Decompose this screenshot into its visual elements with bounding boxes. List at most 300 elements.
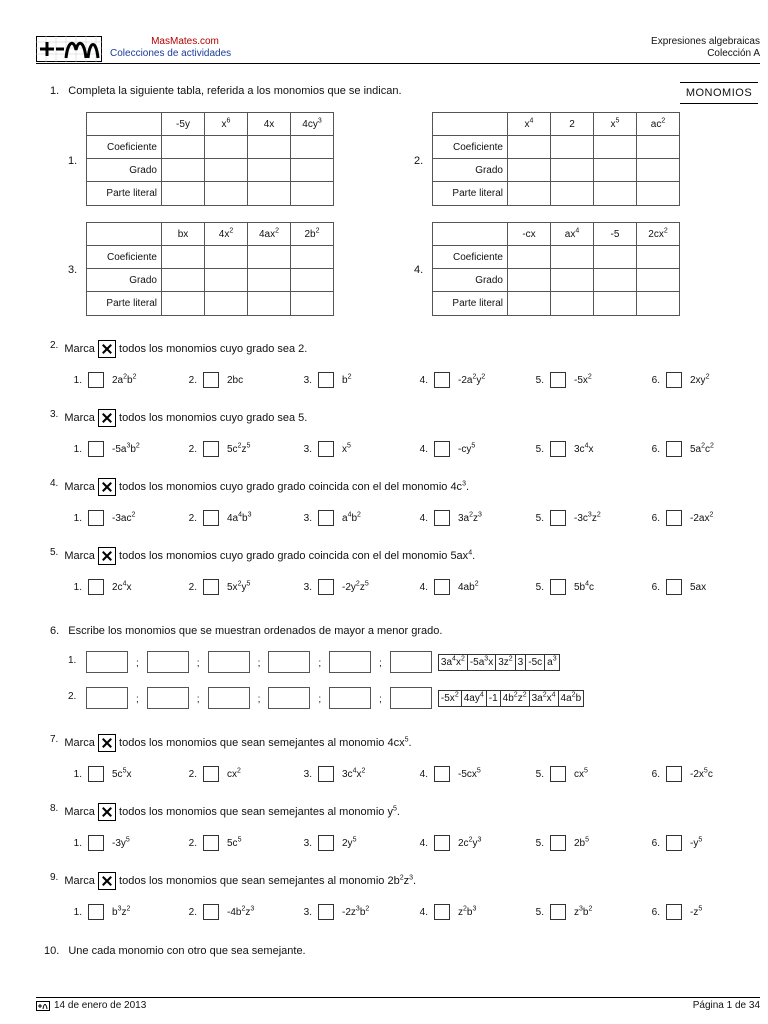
footer-logo-icon [36, 1001, 50, 1011]
question-number: 1. [50, 85, 60, 97]
answer-blank[interactable] [86, 651, 128, 673]
option-monomial: $3c^4x^2$ [342, 767, 366, 780]
option-number: 2. [188, 512, 197, 524]
table-input-cell[interactable] [291, 269, 334, 292]
option-number: 6. [651, 906, 660, 918]
table-input-cell[interactable] [551, 246, 594, 269]
table-row-label: Grado [433, 269, 508, 292]
question-10 [44, 945, 306, 957]
question-4 [50, 478, 469, 496]
option-number: 3. [303, 581, 312, 593]
option-checkbox[interactable] [434, 372, 450, 388]
question-text: todos los monomios cuyo grado grado coincida con el del monomio $5ax^4$. [119, 549, 476, 562]
option-monomial: $-5a^3b^2$ [112, 442, 140, 455]
header-divider [36, 63, 760, 64]
option-item [183, 510, 252, 526]
answer-blank[interactable] [147, 687, 189, 709]
table-input-cell[interactable] [205, 269, 248, 292]
footer-date: 14 de enero de 2013 [54, 1000, 147, 1011]
option-number: 3. [303, 512, 312, 524]
table-header-monomial: -5 [594, 223, 637, 246]
option-number: 5. [535, 906, 544, 918]
table-input-cell[interactable] [551, 292, 594, 316]
x-mark-icon [98, 340, 116, 358]
option-number: 2. [188, 443, 197, 455]
option-item [646, 835, 702, 851]
answer-blank[interactable] [268, 651, 310, 673]
option-item [530, 904, 592, 920]
answer-blank[interactable] [390, 687, 432, 709]
option-number: 1. [73, 443, 82, 455]
question-5 [50, 547, 475, 565]
option-checkbox[interactable] [550, 372, 566, 388]
option-number: 3. [303, 443, 312, 455]
table-input-cell[interactable] [205, 292, 248, 316]
option-monomial: $-2a^2y^2$ [458, 373, 486, 386]
option-number: 2. [188, 837, 197, 849]
answer-blank[interactable] [147, 651, 189, 673]
option-checkbox[interactable] [88, 579, 104, 595]
option-checkbox[interactable] [666, 904, 682, 920]
table-input-cell[interactable] [162, 159, 205, 182]
option-number: 6. [651, 374, 660, 386]
option-checkbox[interactable] [666, 510, 682, 526]
table-header-monomial: 2 [551, 113, 594, 136]
table-input-cell[interactable] [291, 159, 334, 182]
table-input-cell[interactable] [637, 159, 680, 182]
option-checkbox[interactable] [434, 766, 450, 782]
option-item [646, 766, 713, 782]
table-input-cell[interactable] [508, 159, 551, 182]
monomial-sequence [438, 654, 560, 671]
table-input-cell[interactable] [508, 246, 551, 269]
question-text: Escribe los monomios que se muestran ordenados de mayor a menor grado. [68, 625, 443, 637]
table-input-cell[interactable] [291, 136, 334, 159]
option-checkbox[interactable] [550, 441, 566, 457]
table-input-cell[interactable] [594, 292, 637, 316]
table-input-cell[interactable] [594, 269, 637, 292]
option-number: 6. [651, 768, 660, 780]
option-monomial: $5c^5x$ [112, 767, 132, 780]
x-mark-icon [98, 478, 116, 496]
option-number: 5. [535, 837, 544, 849]
option-item [68, 904, 130, 920]
mark-word: Marca [64, 411, 95, 424]
option-checkbox[interactable] [550, 904, 566, 920]
option-monomial: $-cy^5$ [458, 442, 476, 455]
table-input-cell[interactable] [508, 182, 551, 206]
option-checkbox[interactable] [203, 510, 219, 526]
table-input-cell[interactable] [205, 159, 248, 182]
table-header-monomial: $4ax^2$ [248, 223, 291, 246]
table-input-cell[interactable] [162, 292, 205, 316]
option-checkbox[interactable] [318, 510, 334, 526]
option-checkbox[interactable] [203, 835, 219, 851]
option-monomial: $2c^4x$ [112, 580, 132, 593]
site-subtitle[interactable]: Colecciones de actividades [110, 48, 232, 59]
option-item [183, 766, 241, 782]
option-checkbox[interactable] [203, 904, 219, 920]
option-monomial: $-2z^3b^2$ [342, 905, 370, 918]
question-2 [50, 340, 307, 358]
sequence-monomial: $4ay^4$ [462, 691, 487, 706]
option-item [646, 510, 713, 526]
table-row-label: Coeficiente [433, 246, 508, 269]
sequence-monomial: -1 [487, 691, 501, 706]
option-checkbox[interactable] [88, 835, 104, 851]
x-mark-icon [98, 872, 116, 890]
option-checkbox[interactable] [550, 766, 566, 782]
mark-word: Marca [64, 480, 95, 493]
option-monomial: $-3c^3z^2$ [574, 511, 601, 524]
question-number: 2. [50, 340, 59, 351]
option-checkbox[interactable] [88, 766, 104, 782]
option-item [646, 441, 714, 457]
table-input-cell[interactable] [205, 182, 248, 206]
monomial-table [432, 222, 680, 316]
monomial-table [86, 222, 334, 316]
question-8 [50, 803, 400, 821]
option-number: 6. [651, 512, 660, 524]
option-monomial: $5c^2z^5$ [227, 442, 251, 455]
separator: ; [136, 694, 139, 706]
table-row-label: Parte literal [433, 182, 508, 206]
monomial-sequence [438, 690, 584, 707]
option-monomial: $-2ax^2$ [690, 511, 714, 524]
option-number: 4. [419, 581, 428, 593]
option-number: 3. [303, 906, 312, 918]
option-number: 2. [188, 768, 197, 780]
option-number: 2. [188, 374, 197, 386]
monomial-table [432, 112, 680, 206]
answer-blank[interactable] [329, 687, 371, 709]
table-header-monomial: $2cx^2$ [637, 223, 680, 246]
option-checkbox[interactable] [666, 372, 682, 388]
ordering-row [86, 687, 584, 709]
table-input-cell[interactable] [248, 269, 291, 292]
sequence-monomial: $4a^2b$ [560, 691, 582, 704]
question-9 [50, 872, 416, 890]
option-monomial: $-2x^5c$ [690, 767, 713, 780]
option-checkbox[interactable] [550, 835, 566, 851]
table-header-monomial: $2b^2$ [291, 223, 334, 246]
table-input-cell[interactable] [551, 182, 594, 206]
question-number: 4. [50, 478, 59, 489]
option-number: 3. [303, 374, 312, 386]
option-item [414, 904, 476, 920]
option-number: 4. [419, 512, 428, 524]
question-text: todos los monomios cuyo grado sea 2. [119, 342, 308, 355]
answer-blank[interactable] [390, 651, 432, 673]
option-monomial: $-y^5$ [690, 836, 703, 849]
option-number: 1. [73, 906, 82, 918]
sequence-monomial: $3a^4x^2$ [439, 655, 468, 670]
option-monomial: $4ab^2$ [458, 580, 479, 593]
option-number: 1. [73, 768, 82, 780]
option-item [183, 904, 254, 920]
option-item [68, 372, 137, 388]
table-input-cell[interactable] [508, 292, 551, 316]
option-monomial: $2xy^2$ [690, 373, 710, 386]
table-input-cell[interactable] [508, 269, 551, 292]
option-checkbox[interactable] [318, 904, 334, 920]
option-monomial: $3a^2z^3$ [458, 511, 482, 524]
row-number: 2. [68, 691, 77, 702]
option-checkbox[interactable] [318, 372, 334, 388]
option-number: 1. [73, 581, 82, 593]
option-checkbox[interactable] [550, 579, 566, 595]
table-number: 2. [414, 155, 424, 167]
table-input-cell[interactable] [637, 246, 680, 269]
option-item [298, 372, 351, 388]
answer-blank[interactable] [208, 687, 250, 709]
option-item [183, 372, 243, 388]
option-checkbox[interactable] [666, 766, 682, 782]
collection-label: Colección A [707, 48, 760, 59]
table-input-cell[interactable] [291, 182, 334, 206]
table-row-label: Parte literal [87, 292, 162, 316]
option-checkbox[interactable] [88, 904, 104, 920]
option-checkbox[interactable] [434, 904, 450, 920]
option-item [414, 372, 485, 388]
option-checkbox[interactable] [434, 441, 450, 457]
option-number: 1. [73, 512, 82, 524]
option-checkbox[interactable] [318, 441, 334, 457]
option-item [298, 510, 361, 526]
table-input-cell[interactable] [637, 292, 680, 316]
option-number: 4. [419, 443, 428, 455]
table-row-label: Grado [87, 269, 162, 292]
sequence-monomial: $-5x^2$ [439, 691, 462, 706]
sequence-monomial: $-5a^3x$ [468, 655, 496, 670]
sequence-monomial: $3a^2x^4$ [530, 691, 559, 706]
option-item [414, 441, 475, 457]
table-row-label: Coeficiente [87, 136, 162, 159]
option-number: 4. [419, 906, 428, 918]
table-input-cell[interactable] [162, 182, 205, 206]
question-number: 8. [50, 803, 59, 814]
option-checkbox[interactable] [550, 510, 566, 526]
table-input-cell[interactable] [594, 159, 637, 182]
option-monomial: $a^4b^2$ [342, 511, 361, 524]
x-mark-icon [98, 803, 116, 821]
table-input-cell[interactable] [162, 269, 205, 292]
table-number: 3. [68, 264, 78, 276]
option-monomial: $-2y^2z^5$ [342, 580, 369, 593]
option-monomial: $z^2b^3$ [458, 905, 477, 918]
table-input-cell[interactable] [551, 136, 594, 159]
mark-word: Marca [64, 342, 95, 355]
masmates-logo [36, 36, 102, 62]
table-number: 1. [68, 155, 78, 167]
question-3 [50, 409, 307, 427]
table-input-cell[interactable] [291, 246, 334, 269]
option-item [183, 579, 250, 595]
option-number: 4. [419, 837, 428, 849]
option-number: 5. [535, 581, 544, 593]
option-checkbox[interactable] [666, 835, 682, 851]
table-input-cell[interactable] [637, 269, 680, 292]
option-checkbox[interactable] [434, 510, 450, 526]
table-header-monomial: -cx [508, 223, 551, 246]
option-number: 6. [651, 581, 660, 593]
table-input-cell[interactable] [594, 182, 637, 206]
option-checkbox[interactable] [666, 579, 682, 595]
option-number: 4. [419, 374, 428, 386]
option-item [414, 579, 479, 595]
option-item [68, 441, 140, 457]
answer-blank[interactable] [329, 651, 371, 673]
option-monomial: $2c^2y^3$ [458, 836, 482, 849]
table-input-cell[interactable] [594, 246, 637, 269]
option-checkbox[interactable] [88, 510, 104, 526]
option-item [530, 835, 589, 851]
table-header-monomial: 4x [248, 113, 291, 136]
option-checkbox[interactable] [203, 441, 219, 457]
option-item [183, 441, 250, 457]
table-corner [433, 223, 508, 246]
option-number: 2. [188, 906, 197, 918]
question-number: 6. [50, 625, 60, 637]
option-checkbox[interactable] [88, 441, 104, 457]
option-checkbox[interactable] [318, 579, 334, 595]
option-monomial: $cx^5$ [574, 767, 588, 780]
option-number: 2. [188, 581, 197, 593]
table-header-monomial: $x^6$ [205, 113, 248, 136]
sequence-monomial: -5c [526, 655, 545, 670]
option-item [530, 441, 593, 457]
table-input-cell[interactable] [205, 246, 248, 269]
sequence-monomial: $3z^2$ [496, 655, 515, 670]
mark-word: Marca [64, 805, 95, 818]
option-checkbox[interactable] [434, 835, 450, 851]
question-text: todos los monomios que sean semejantes al monomio $2b^2z^3$. [119, 874, 417, 887]
separator: ; [379, 658, 382, 670]
option-item [298, 904, 369, 920]
option-checkbox[interactable] [88, 372, 104, 388]
table-input-cell[interactable] [594, 136, 637, 159]
question-text: todos los monomios cuyo grado sea 5. [119, 411, 308, 424]
separator: ; [257, 694, 261, 706]
option-item [646, 904, 702, 920]
answer-blank[interactable] [208, 651, 250, 673]
option-checkbox[interactable] [666, 441, 682, 457]
question-number: 10. [44, 945, 60, 957]
option-item [414, 766, 481, 782]
question-6 [50, 625, 442, 637]
option-monomial: $5b^4c$ [574, 580, 595, 593]
option-monomial: $5c^5$ [227, 836, 242, 849]
table-input-cell[interactable] [551, 269, 594, 292]
table-input-cell[interactable] [551, 159, 594, 182]
table-header-monomial: $4x^2$ [205, 223, 248, 246]
row-number: 1. [68, 655, 77, 666]
table-input-cell[interactable] [291, 292, 334, 316]
table-number: 4. [414, 264, 424, 276]
sequence-monomial: $4b^2z^2$ [501, 691, 530, 706]
separator: ; [379, 694, 382, 706]
option-checkbox[interactable] [203, 766, 219, 782]
footer-divider [36, 997, 760, 998]
option-monomial: $-z^5$ [690, 905, 703, 918]
question-number: 9. [50, 872, 59, 883]
option-checkbox[interactable] [318, 766, 334, 782]
table-row-label: Coeficiente [433, 136, 508, 159]
x-mark-icon [98, 547, 116, 565]
table-input-cell[interactable] [248, 136, 291, 159]
option-monomial: $b^2$ [342, 373, 352, 386]
table-input-cell[interactable] [248, 159, 291, 182]
table-header-monomial: $x^5$ [594, 113, 637, 136]
table-header-monomial: $ax^4$ [551, 223, 594, 246]
option-monomial: $-4b^2z^3$ [227, 905, 255, 918]
option-item [68, 579, 131, 595]
table-header-monomial: $4cy^3$ [291, 113, 334, 136]
option-monomial: 2bc [227, 374, 244, 386]
option-monomial: $b^3z^2$ [112, 905, 131, 918]
table-corner [87, 113, 162, 136]
question-text: todos los monomios que sean semejantes al monomio $y^5$. [119, 805, 400, 818]
table-row-label: Coeficiente [87, 246, 162, 269]
table-input-cell[interactable] [248, 246, 291, 269]
option-checkbox[interactable] [203, 579, 219, 595]
option-item [68, 766, 131, 782]
option-monomial: $4a^4b^3$ [227, 511, 252, 524]
table-corner [433, 113, 508, 136]
option-checkbox[interactable] [434, 579, 450, 595]
answer-blank[interactable] [86, 687, 128, 709]
option-number: 6. [651, 443, 660, 455]
table-input-cell[interactable] [205, 136, 248, 159]
option-item [414, 835, 481, 851]
option-item [183, 835, 241, 851]
sequence-monomial: $a^3$ [547, 655, 557, 668]
option-checkbox[interactable] [203, 372, 219, 388]
option-number: 1. [73, 837, 82, 849]
option-monomial: $2b^5$ [574, 836, 590, 849]
question-text: todos los monomios que sean semejantes al monomio $4cx^5$. [119, 736, 412, 749]
question-text: todos los monomios cuyo grado grado coincida con el del monomio $4c^3$. [119, 480, 470, 493]
option-item [530, 510, 601, 526]
separator: ; [318, 694, 322, 706]
table-input-cell[interactable] [162, 246, 205, 269]
table-input-cell[interactable] [637, 182, 680, 206]
option-monomial: $2a^2b^2$ [112, 373, 137, 386]
table-input-cell[interactable] [248, 292, 291, 316]
option-monomial: $3c^4x$ [574, 442, 594, 455]
option-item [530, 766, 588, 782]
separator: ; [136, 658, 139, 670]
table-corner [87, 223, 162, 246]
site-name[interactable]: MasMates.com [151, 36, 219, 47]
question-number: 3. [50, 409, 59, 420]
table-input-cell[interactable] [248, 182, 291, 206]
question-number: 7. [50, 734, 59, 745]
page-number: Página 1 de 34 [692, 1000, 760, 1011]
mark-word: Marca [64, 874, 95, 887]
option-monomial: $2y^5$ [342, 836, 357, 849]
mark-word: Marca [64, 549, 95, 562]
table-input-cell[interactable] [162, 136, 205, 159]
option-item [530, 372, 592, 388]
answer-blank[interactable] [268, 687, 310, 709]
option-number: 1. [73, 374, 82, 386]
table-input-cell[interactable] [637, 136, 680, 159]
option-monomial: $-3y^5$ [112, 836, 130, 849]
table-input-cell[interactable] [508, 136, 551, 159]
option-number: 3. [303, 768, 312, 780]
option-checkbox[interactable] [318, 835, 334, 851]
